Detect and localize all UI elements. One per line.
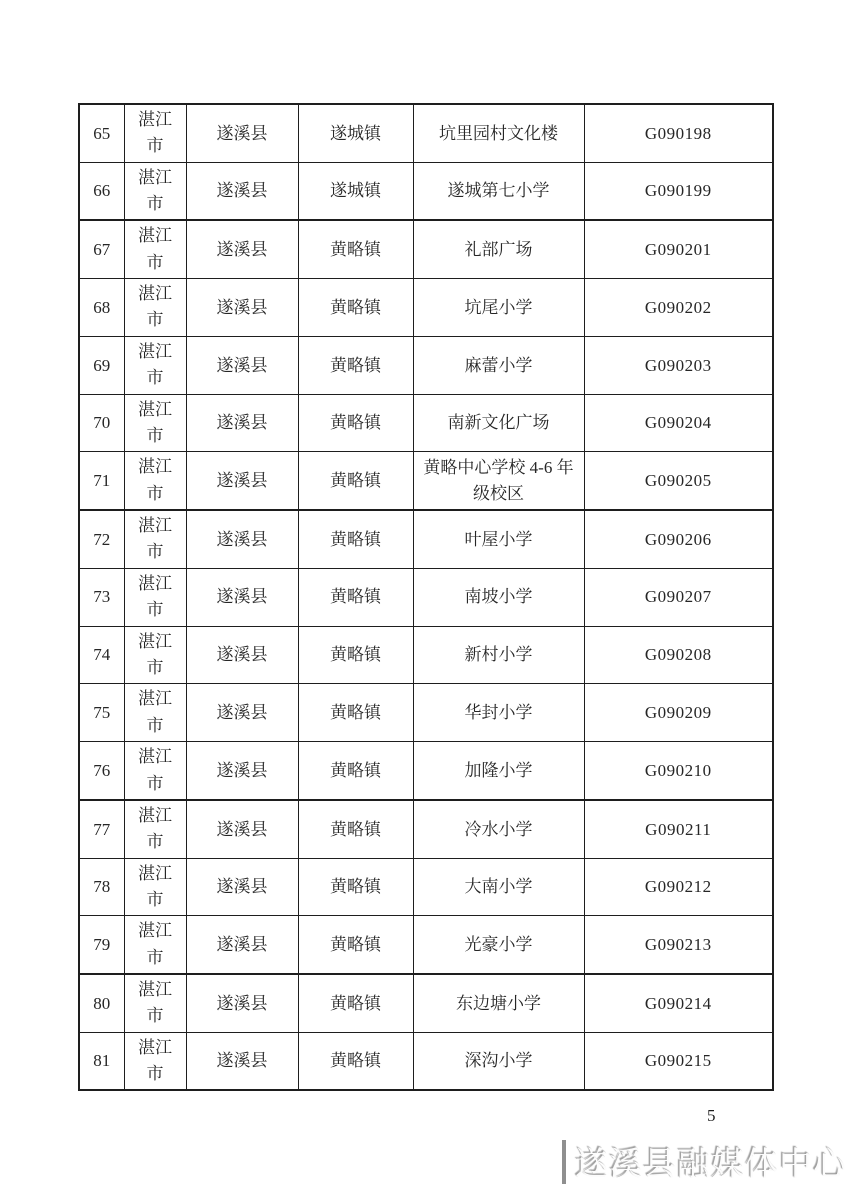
cell-county: 遂溪县	[186, 568, 298, 626]
cell-town: 黄略镇	[298, 279, 413, 337]
cell-town: 遂城镇	[298, 104, 413, 162]
cell-row-number: 69	[79, 336, 124, 394]
cell-city: 湛江市	[124, 800, 186, 858]
cell-code: G090213	[584, 916, 773, 974]
cell-venue: 礼部广场	[413, 220, 584, 278]
cell-code: G090206	[584, 510, 773, 568]
cell-venue: 麻蕾小学	[413, 336, 584, 394]
cell-town: 黄略镇	[298, 568, 413, 626]
cell-venue: 光豪小学	[413, 916, 584, 974]
watermark-text: 遂溪县融媒体中心	[575, 1145, 847, 1182]
page-number: 5	[707, 1106, 716, 1125]
table-row	[79, 858, 773, 916]
cell-code: G090211	[584, 800, 773, 858]
cell-town: 黄略镇	[298, 1032, 413, 1090]
watermark	[562, 1138, 847, 1185]
cell-code: G090201	[584, 220, 773, 278]
cell-city: 湛江市	[124, 1032, 186, 1090]
cell-row-number: 74	[79, 626, 124, 684]
watermark-bar-icon	[562, 1140, 566, 1184]
cell-code: G090204	[584, 394, 773, 452]
cell-row-number: 65	[79, 104, 124, 162]
cell-city: 湛江市	[124, 336, 186, 394]
cell-row-number: 76	[79, 742, 124, 800]
cell-county: 遂溪县	[186, 800, 298, 858]
cell-county: 遂溪县	[186, 1032, 298, 1090]
cell-venue: 加隆小学	[413, 742, 584, 800]
cell-county: 遂溪县	[186, 104, 298, 162]
cell-town: 黄略镇	[298, 742, 413, 800]
cell-venue: 大南小学	[413, 858, 584, 916]
cell-city: 湛江市	[124, 916, 186, 974]
cell-county: 遂溪县	[186, 452, 298, 510]
cell-county: 遂溪县	[186, 858, 298, 916]
cell-row-number: 71	[79, 452, 124, 510]
cell-row-number: 80	[79, 974, 124, 1032]
table-row	[79, 568, 773, 626]
cell-city: 湛江市	[124, 742, 186, 800]
cell-county: 遂溪县	[186, 510, 298, 568]
table-row	[79, 104, 773, 162]
cell-town: 黄略镇	[298, 800, 413, 858]
cell-city: 湛江市	[124, 568, 186, 626]
cell-row-number: 79	[79, 916, 124, 974]
cell-city: 湛江市	[124, 858, 186, 916]
cell-venue: 遂城第七小学	[413, 162, 584, 220]
table-row	[79, 220, 773, 278]
cell-row-number: 68	[79, 279, 124, 337]
table-row	[79, 162, 773, 220]
cell-row-number: 77	[79, 800, 124, 858]
cell-town: 黄略镇	[298, 220, 413, 278]
cell-city: 湛江市	[124, 684, 186, 742]
table-row	[79, 452, 773, 510]
cell-code: G090199	[584, 162, 773, 220]
cell-code: G090202	[584, 279, 773, 337]
cell-row-number: 70	[79, 394, 124, 452]
cell-venue: 坑里园村文化楼	[413, 104, 584, 162]
table-row	[79, 742, 773, 800]
cell-town: 黄略镇	[298, 452, 413, 510]
cell-town: 黄略镇	[298, 510, 413, 568]
cell-county: 遂溪县	[186, 279, 298, 337]
cell-venue: 叶屋小学	[413, 510, 584, 568]
cell-venue: 深沟小学	[413, 1032, 584, 1090]
cell-venue: 东边塘小学	[413, 974, 584, 1032]
cell-city: 湛江市	[124, 452, 186, 510]
cell-county: 遂溪县	[186, 684, 298, 742]
cell-county: 遂溪县	[186, 394, 298, 452]
cell-venue: 黄略中心学校 4-6 年级校区	[413, 452, 584, 510]
cell-code: G090209	[584, 684, 773, 742]
cell-row-number: 81	[79, 1032, 124, 1090]
cell-code: G090214	[584, 974, 773, 1032]
cell-city: 湛江市	[124, 220, 186, 278]
venues-table	[78, 103, 774, 1091]
table-row	[79, 626, 773, 684]
cell-row-number: 73	[79, 568, 124, 626]
cell-row-number: 67	[79, 220, 124, 278]
cell-venue: 坑尾小学	[413, 279, 584, 337]
cell-town: 黄略镇	[298, 974, 413, 1032]
table-row	[79, 916, 773, 974]
cell-town: 黄略镇	[298, 916, 413, 974]
cell-city: 湛江市	[124, 279, 186, 337]
cell-city: 湛江市	[124, 162, 186, 220]
cell-county: 遂溪县	[186, 742, 298, 800]
cell-town: 黄略镇	[298, 684, 413, 742]
cell-code: G090203	[584, 336, 773, 394]
cell-row-number: 72	[79, 510, 124, 568]
cell-county: 遂溪县	[186, 220, 298, 278]
table-row	[79, 974, 773, 1032]
cell-county: 遂溪县	[186, 916, 298, 974]
table-row	[79, 684, 773, 742]
cell-county: 遂溪县	[186, 626, 298, 684]
cell-town: 黄略镇	[298, 858, 413, 916]
cell-venue: 新村小学	[413, 626, 584, 684]
cell-code: G090208	[584, 626, 773, 684]
cell-town: 遂城镇	[298, 162, 413, 220]
cell-county: 遂溪县	[186, 974, 298, 1032]
cell-city: 湛江市	[124, 974, 186, 1032]
cell-row-number: 66	[79, 162, 124, 220]
cell-code: G090205	[584, 452, 773, 510]
cell-city: 湛江市	[124, 394, 186, 452]
cell-row-number: 78	[79, 858, 124, 916]
cell-city: 湛江市	[124, 104, 186, 162]
cell-city: 湛江市	[124, 626, 186, 684]
cell-code: G090210	[584, 742, 773, 800]
cell-code: G090198	[584, 104, 773, 162]
cell-town: 黄略镇	[298, 394, 413, 452]
table-row	[79, 800, 773, 858]
table-row	[79, 336, 773, 394]
cell-venue: 华封小学	[413, 684, 584, 742]
cell-code: G090215	[584, 1032, 773, 1090]
cell-city: 湛江市	[124, 510, 186, 568]
cell-venue: 南坡小学	[413, 568, 584, 626]
cell-town: 黄略镇	[298, 336, 413, 394]
cell-code: G090212	[584, 858, 773, 916]
cell-county: 遂溪县	[186, 336, 298, 394]
cell-code: G090207	[584, 568, 773, 626]
table-row	[79, 394, 773, 452]
cell-venue: 冷水小学	[413, 800, 584, 858]
table-row	[79, 1032, 773, 1090]
cell-venue: 南新文化广场	[413, 394, 584, 452]
cell-row-number: 75	[79, 684, 124, 742]
cell-county: 遂溪县	[186, 162, 298, 220]
table-row	[79, 279, 773, 337]
table-row	[79, 510, 773, 568]
cell-town: 黄略镇	[298, 626, 413, 684]
